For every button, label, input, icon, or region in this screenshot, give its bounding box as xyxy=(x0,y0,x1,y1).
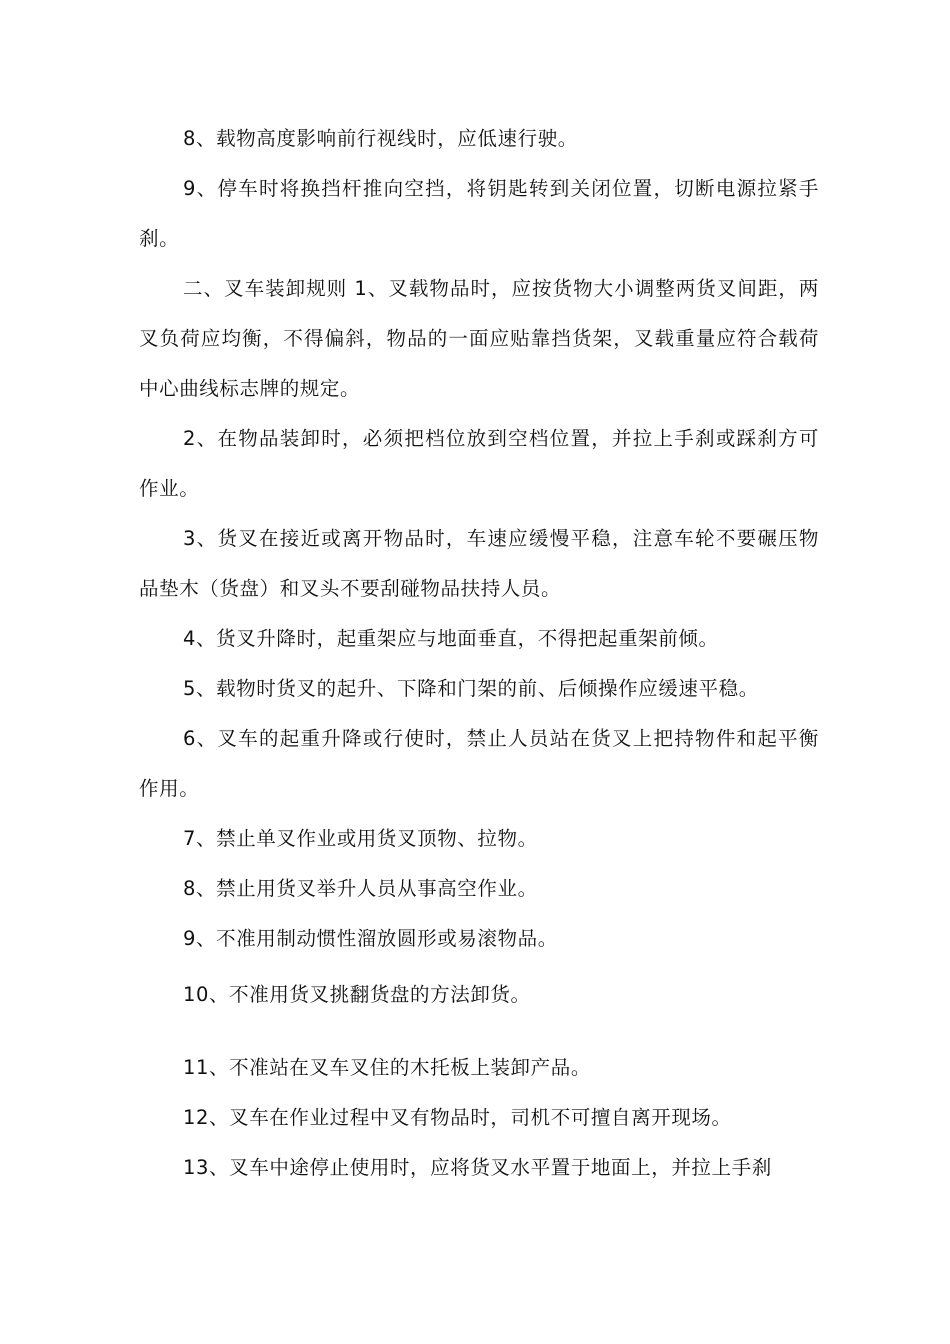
paragraph-7-single-fork: 7、禁止单叉作业或用货叉顶物、拉物。 xyxy=(183,827,538,850)
paragraph-11-no-standing-on-pallet: 11、不准站在叉车叉住的木托板上装卸产品。 xyxy=(183,1056,591,1079)
paragraph-10-no-flipping-pallet: 10、不准用货叉挑翻货盘的方法卸货。 xyxy=(183,983,531,1006)
paragraph-13-mid-stop: 13、叉车中途停止使用时，应将货叉水平置于地面上，并拉上手刹 xyxy=(183,1156,772,1179)
paragraph-8-low-speed: 8、载物高度影响前行视线时，应低速行驶。 xyxy=(183,127,578,150)
paragraph-2-neutral-gear: 2、在物品装卸时，必须把档位放到空档位置，并拉上手刹或踩刹方可作业。 xyxy=(139,427,819,500)
paragraph-9-parking: 9、停车时将换挡杆推向空挡，将钥匙转到关闭位置，切断电源拉紧手刹。 xyxy=(139,177,819,250)
paragraph-12-driver-stay: 12、叉车在作业过程中叉有物品时，司机不可擅自离开现场。 xyxy=(183,1106,732,1129)
paragraph-4-lifting: 4、货叉升降时，起重架应与地面垂直，不得把起重架前倾。 xyxy=(183,627,719,650)
paragraph-8-no-lifting-people: 8、禁止用货叉举升人员从事高空作业。 xyxy=(183,877,538,900)
paragraph-3-approach-goods: 3、货叉在接近或离开物品时，车速应缓慢平稳，注意车轮不要碾压物品垫木（货盘）和叉头不要刮碰物品扶持人员。 xyxy=(139,527,819,600)
paragraph-6-no-standing-on-fork: 6、叉车的起重升降或行使时，禁止人员站在货叉上把持物件和起平衡作用。 xyxy=(139,727,819,800)
paragraph-5-slow-operation: 5、载物时货叉的起升、下降和门架的前、后倾操作应缓速平稳。 xyxy=(183,677,759,700)
paragraph-section-2-loading-rules: 二、叉车装卸规则 1、叉载物品时，应按货物大小调整两货叉间距，两叉负荷应均衡，不得偏斜，物品的一面应贴靠挡货架，叉载重量应符合载荷中心曲线标志牌的规定。 xyxy=(139,277,819,400)
paragraph-9-no-inertia-release: 9、不准用制动惯性溜放圆形或易滚物品。 xyxy=(183,927,558,950)
